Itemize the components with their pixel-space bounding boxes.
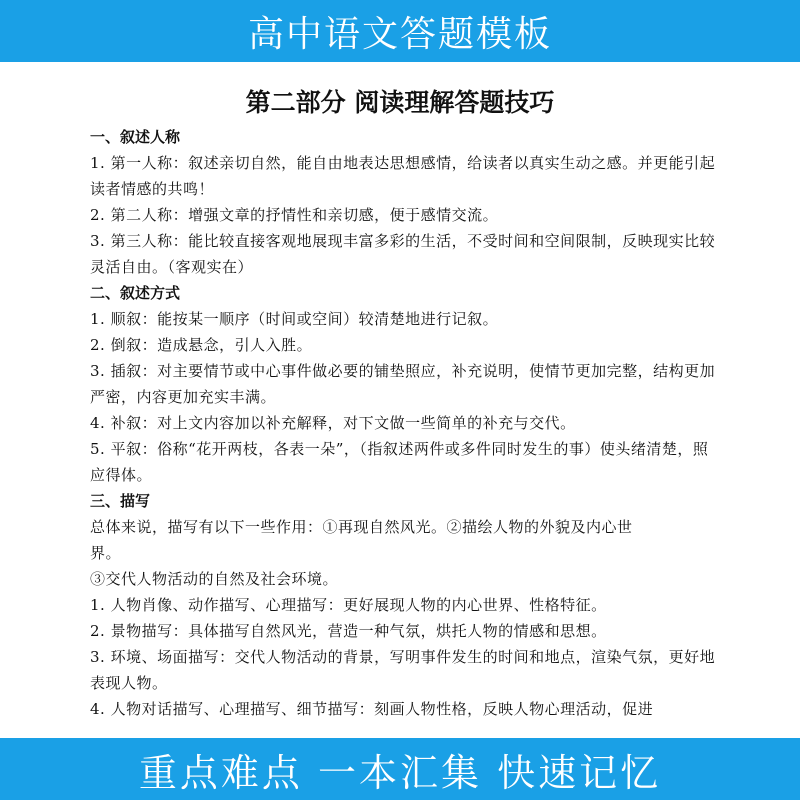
intro-paragraph: 总体来说，描写有以下一些作用：①再现自然风光。②描绘人物的外貌及内心世 界。	[90, 518, 633, 562]
list-item: 3. 插叙：对主要情节或中心事件做必要的铺垫照应，补充说明，使情节更加完整，结构更加严密，内容更加充实丰满。	[90, 362, 716, 406]
section-heading-narrative-person: 一、叙述人称	[90, 128, 181, 146]
list-item: 2. 景物描写：具体描写自然风光，营造一种气氛，烘托人物的情感和思想。	[90, 622, 607, 640]
document-title: 第二部分 阅读理解答题技巧	[245, 88, 555, 117]
intro-paragraph: ③交代人物活动的自然及社会环境。	[90, 570, 339, 588]
list-item: 2. 倒叙：造成悬念，引人入胜。	[90, 336, 313, 354]
banner-title: 高中语文答题模板	[247, 13, 552, 55]
list-item: 2. 第二人称：增强文章的抒情性和亲切感，便于感情交流。	[90, 206, 499, 224]
bottom-banner	[0, 738, 800, 800]
document-page	[0, 62, 800, 738]
list-item: 1. 第一人称：叙述亲切自然，能自由地表达思想感情，给读者以真实生动之感。并更能引起读者情感的共鸣！	[90, 154, 716, 198]
document-body	[0, 124, 800, 722]
list-item: 1. 人物肖像、动作描写、心理描写：更好展现人物的内心世界、性格特征。	[90, 596, 607, 614]
list-item: 4. 人物对话描写、心理描写、细节描写：刻画人物性格，反映人物心理活动，促进	[90, 700, 654, 718]
banner-slogan: 重点难点 一本汇集 快速记忆	[138, 750, 662, 795]
list-item: 1. 顺叙：能按某一顺序（时间或空间）较清楚地进行记叙。	[90, 310, 499, 328]
section-heading-narrative-method: 二、叙述方式	[90, 284, 181, 302]
list-item: 5. 平叙：俗称“花开两枝，各表一朵”，（指叙述两件或多件同时发生的事）使头绪清楚，照应得体。	[90, 440, 709, 484]
list-item: 3. 第三人称：能比较直接客观地展现丰富多彩的生活，不受时间和空间限制，反映现实比较灵活自由。（客观实在）	[90, 232, 716, 276]
list-item: 3. 环境、场面描写：交代人物活动的背景，写明事件发生的时间和地点，渲染气氛，更好地表现人物。	[90, 648, 716, 692]
top-banner	[0, 0, 800, 62]
list-item: 4. 补叙：对上文内容加以补充解释，对下文做一些简单的补充与交代。	[90, 414, 576, 432]
section-heading-description: 三、描写	[90, 492, 151, 510]
